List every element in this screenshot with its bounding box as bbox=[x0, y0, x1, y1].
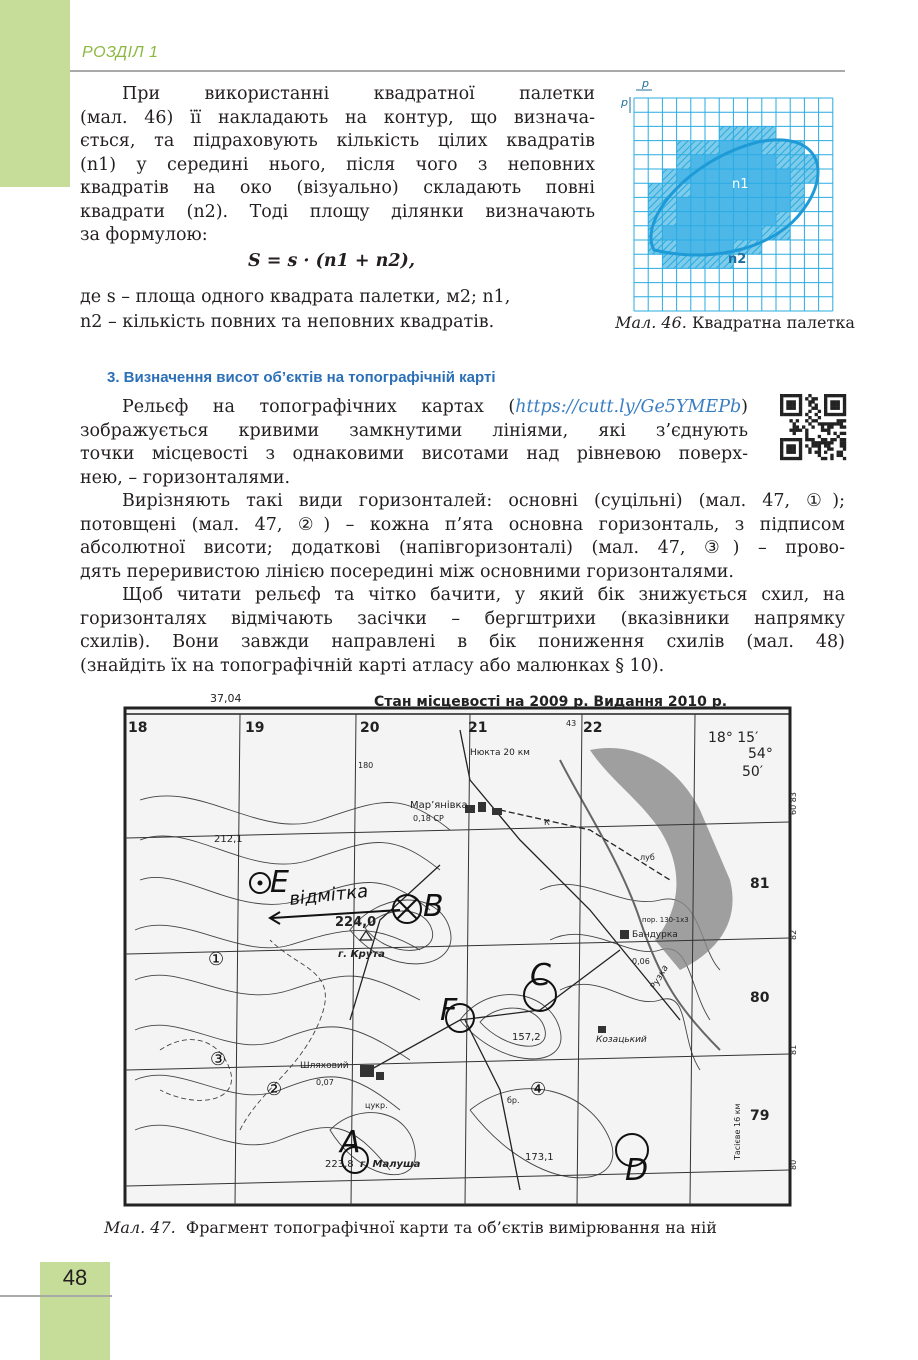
circled-1: ① bbox=[208, 949, 225, 970]
topographic-map bbox=[120, 690, 800, 1205]
bergstrich-line-1: Щоб читати рельєф та чітко бачити, у який бік знижується схил, на bbox=[122, 585, 845, 605]
figure-47-caption bbox=[104, 1218, 717, 1237]
map-misc-tsukr: цукр. bbox=[365, 1101, 388, 1110]
side-tab bbox=[0, 0, 70, 187]
figure-47-text: Фрагмент топографічної карти та об’єктів вимірювання на ній bbox=[185, 1218, 717, 1237]
map-lon-label: 18° 15′ bbox=[708, 730, 759, 746]
page-number: 48 bbox=[62, 1265, 88, 1290]
map-river-label: Рузка bbox=[648, 963, 671, 992]
intro-paragraph bbox=[80, 83, 595, 248]
circled-3: ③ bbox=[210, 1049, 227, 1070]
map-right-81: 81 bbox=[789, 1044, 798, 1055]
map-col-20: 20 bbox=[360, 720, 380, 736]
bergstrich-line-4: (знайдіть їх на топографічній карті атласу або малюнках § 10). bbox=[80, 655, 665, 676]
map-misc-tasiieve: Тасієве 16 км bbox=[733, 1103, 742, 1160]
map-row-80: 80 bbox=[750, 990, 770, 1006]
map-right-60-83: 60 83 bbox=[789, 792, 798, 815]
marker-C: C bbox=[530, 958, 551, 993]
annotation-word: відмітка bbox=[288, 880, 370, 910]
contour-types-paragraph bbox=[80, 490, 845, 584]
bergstrich-line-2: горизонталях відмічають засічки – бергштрихи (вказівники напрямку bbox=[80, 608, 845, 629]
relief-line-1-text: Рельєф на топографічних картах ( bbox=[122, 397, 516, 417]
map-col-18: 18 bbox=[128, 720, 148, 736]
map-col-19: 19 bbox=[245, 720, 265, 736]
qr-link[interactable]: https://cutt.ly/Ge5YMEPb bbox=[515, 397, 742, 417]
intro-line-5: квадратів на око (візуально) складають повні bbox=[80, 178, 595, 198]
map-corner-small: 43 bbox=[566, 719, 577, 728]
map-misc-k: К bbox=[544, 818, 550, 827]
map-village-3: Козацький bbox=[596, 1035, 647, 1045]
map-village-1-note: 0,18 СР bbox=[413, 814, 444, 823]
intro-line-1: При використанні квадратної палетки bbox=[122, 84, 595, 104]
intro-line-4: (n1) у середині нього, після чого з неповних bbox=[80, 154, 595, 175]
spot-height-3: 173,1 bbox=[525, 1152, 554, 1163]
circled-4: ④ bbox=[530, 1079, 547, 1100]
section-3-heading: 3. Визначення висот об’єктів на топографічній карті bbox=[107, 369, 496, 386]
intro-line-7: за формулою: bbox=[80, 225, 208, 245]
marker-B: B bbox=[423, 889, 444, 924]
marker-D: D bbox=[625, 1153, 649, 1188]
hill-2-name: г. Малуша bbox=[360, 1159, 421, 1170]
bergstrich-line-3: схилів). Вони завжди направлені в бік пониження схилів (мал. 48) bbox=[80, 632, 845, 652]
contour-line-2: потовщені (мал. 47, ②) – кожна п’ята основна горизонталь, з підписом bbox=[80, 514, 845, 535]
relief-line-3: точки місцевості з однаковими висотами над рівневою поверх- bbox=[80, 444, 748, 464]
hill-1-name: г. Крута bbox=[338, 949, 385, 960]
map-lat-label: 54° bbox=[748, 746, 773, 762]
map-title: Стан місцевості на 2009 р. Видання 2010 р. bbox=[374, 694, 728, 710]
spot-height-4: 180 bbox=[358, 761, 374, 770]
figure-46-caption bbox=[610, 312, 860, 334]
map-row-79: 79 bbox=[750, 1108, 770, 1124]
map-village-2-note: 0,06 bbox=[632, 957, 650, 966]
intro-line-3: ється, та підраховують кількість цілих квадратів bbox=[80, 131, 595, 151]
relief-paragraph bbox=[80, 396, 748, 490]
area-formula: S = s · (n1 + n2), bbox=[248, 251, 415, 271]
definition-line-2: n2 – кількість повних та неповних квадратів. bbox=[80, 312, 495, 332]
map-col-21: 21 bbox=[468, 720, 488, 736]
square-palette-figure bbox=[621, 77, 846, 310]
map-road-label: Нюкта 20 км bbox=[470, 748, 530, 758]
section-header: РОЗДІЛ 1 bbox=[82, 44, 159, 61]
map-village-4: Шляховий bbox=[300, 1061, 349, 1071]
circled-2: ② bbox=[266, 1079, 283, 1100]
label-n2: n2 bbox=[728, 252, 747, 267]
map-top-coord: 37,04 bbox=[210, 692, 242, 705]
relief-line-2: зображується кривими замкнутими лініями, які з’єднують bbox=[80, 420, 748, 441]
marker-F: F bbox=[440, 993, 458, 1028]
page-number-rule bbox=[0, 1295, 112, 1297]
map-misc-lub: луб bbox=[640, 853, 655, 862]
contour-line-4: дять переривистою лінією посередині між основними горизонталями. bbox=[80, 561, 734, 582]
label-n1: n1 bbox=[732, 177, 749, 192]
header-rule bbox=[70, 70, 845, 72]
label-p-top: p bbox=[642, 77, 649, 90]
contour-line-3: абсолютної висоти; додаткові (напівгоризонталі) (мал. 47, ③) – прово- bbox=[80, 538, 845, 558]
map-village-1: Мар’янівка bbox=[410, 800, 468, 811]
figure-46-label: Мал. 46. bbox=[615, 313, 687, 332]
qr-code-icon[interactable] bbox=[780, 394, 846, 460]
intro-line-2: (мал. 46) її накладають на контур, що визнача- bbox=[80, 107, 595, 128]
marker-E: E bbox=[270, 865, 289, 900]
hill-1-height: 224,0 bbox=[335, 915, 377, 930]
map-right-80: 80 bbox=[789, 1159, 798, 1170]
map-lat-min: 50′ bbox=[742, 764, 763, 780]
map-misc-br: бр. bbox=[507, 1096, 520, 1105]
map-col-22: 22 bbox=[583, 720, 603, 736]
marker-A: A bbox=[340, 1125, 361, 1160]
figure-47-label: Мал. 47. bbox=[104, 1218, 176, 1237]
map-village-2: Бандурка bbox=[632, 930, 678, 940]
label-p-left: p bbox=[621, 96, 628, 109]
spot-height-1: 212,1 bbox=[214, 834, 243, 845]
relief-line-1 bbox=[80, 396, 748, 420]
map-village-4-note: 0,07 bbox=[316, 1078, 334, 1087]
spot-height-2: 157,2 bbox=[512, 1032, 541, 1043]
hill-2-height: 223,8 bbox=[325, 1159, 354, 1170]
figure-46-text: Квадратна палетка bbox=[691, 313, 855, 332]
map-misc-por: пор. 130-1х3 bbox=[642, 916, 689, 924]
relief-line-1-close: ) bbox=[741, 397, 748, 417]
map-right-82: 82 bbox=[789, 929, 798, 940]
definition-line-1: де s – площа одного квадрата палетки, м2; n1, bbox=[80, 287, 511, 307]
intro-line-6: квадрати (n2). Тоді площу ділянки визначають bbox=[80, 201, 595, 222]
bergstrich-paragraph bbox=[80, 584, 845, 678]
relief-line-4: нею, – горизонталями. bbox=[80, 467, 291, 488]
map-row-81: 81 bbox=[750, 876, 770, 892]
contour-line-1: Вирізняють такі види горизонталей: основні (суцільні) (мал. 47, ①); bbox=[122, 491, 845, 511]
